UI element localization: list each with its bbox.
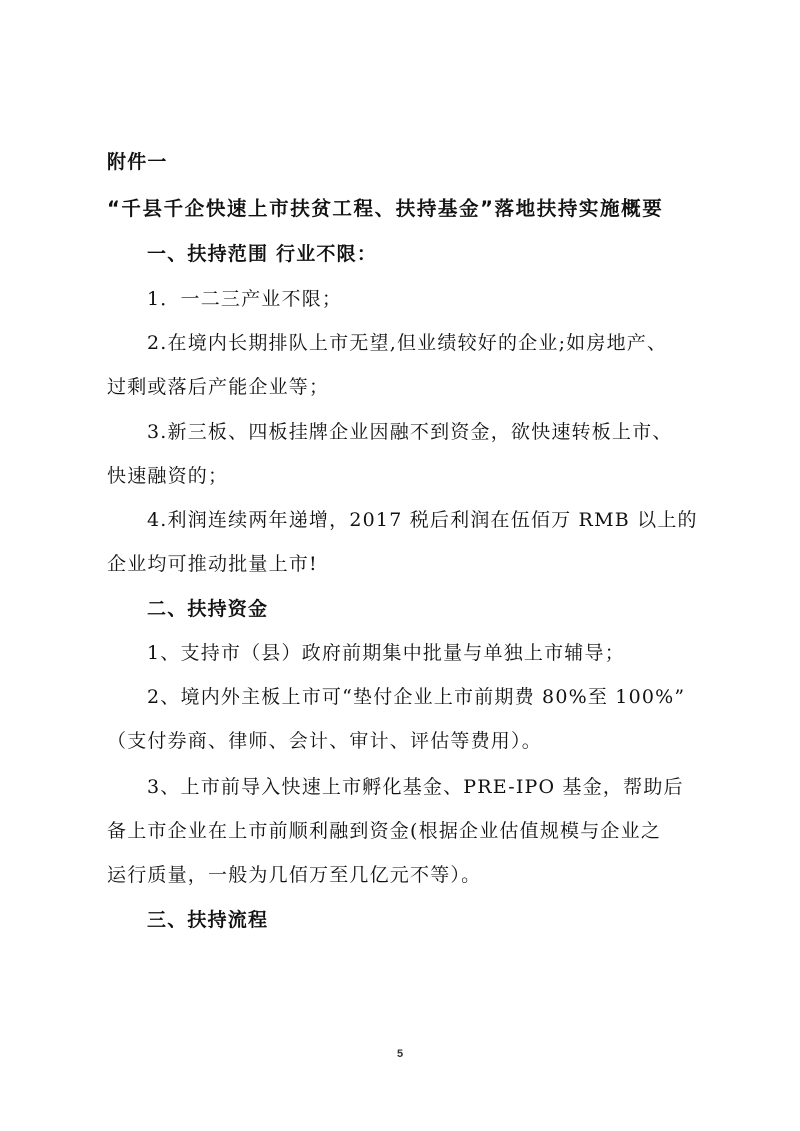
attachment-label: 附件一 (107, 151, 168, 173)
section-heading-funding: 二、扶持资金 (147, 598, 269, 620)
funding-item-3-line-2: 备上市企业在上市前顺利融到资金(根据企业估值规模与企业之 (107, 820, 662, 842)
funding-item-2-line-1: 2、境内外主板上市可“垫付企业上市前期费 80%至 100%” (147, 686, 686, 708)
page-number: 5 (396, 1048, 404, 1060)
scope-item-2-line-2: 过剩或落后产能企业等； (107, 376, 330, 398)
scope-item-3-line-2: 快速融资的； (107, 465, 229, 487)
section-heading-scope: 一、扶持范围 行业不限： (147, 243, 378, 265)
funding-item-3-line-3: 运行质量，一般为几佰万至几亿元不等）。 (107, 864, 482, 886)
scope-item-4-line-2: 企业均可推动批量上市! (107, 553, 318, 575)
funding-item-1: 1、支持市（县）政府前期集中批量与单独上市辅导； (147, 642, 625, 664)
section-heading-process: 三、扶持流程 (147, 909, 269, 931)
funding-item-2-line-2: （支付券商、律师、会计、审计、评估等费用）。 (107, 730, 542, 752)
scope-item-1: 1．一二三产业不限； (147, 288, 343, 310)
scope-item-4-line-1: 4.利润连续两年递增，2017 税后利润在伍佰万 RMB 以上的 (147, 509, 698, 531)
document-title: “千县千企快速上市扶贫工程、扶持基金”落地扶持实施概要 (107, 197, 664, 220)
funding-item-3-line-1: 3、上市前导入快速上市孵化基金、PRE-IPO 基金，帮助后 (147, 776, 684, 798)
scope-item-3-line-1: 3.新三板、四板挂牌企业因融不到资金，欲快速转板上市、 (147, 421, 673, 443)
scope-item-2-line-1: 2.在境内长期排队上市无望,但业绩较好的企业;如房地产、 (147, 332, 668, 354)
